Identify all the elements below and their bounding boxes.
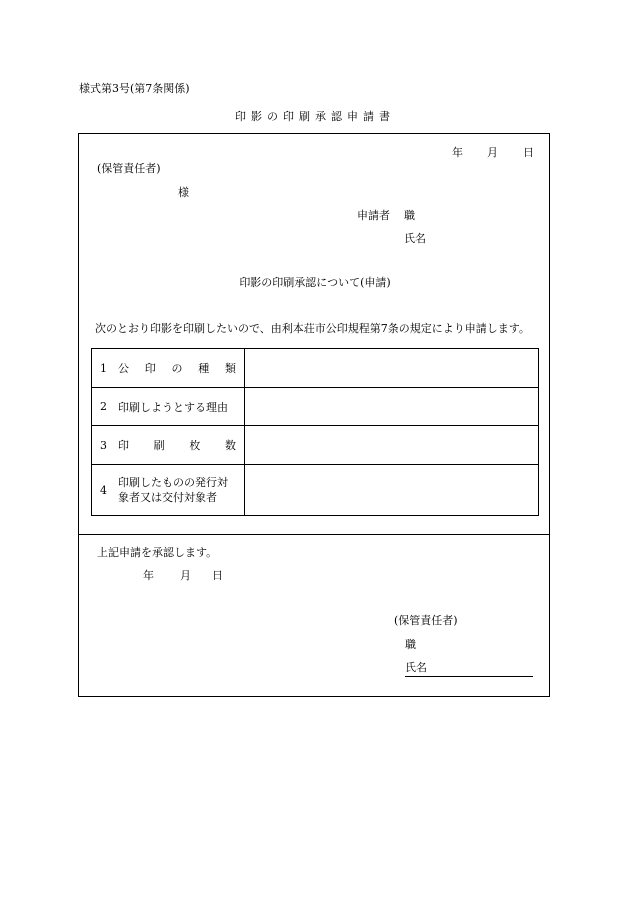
- form-number-label: 様式第3号(第7条関係): [79, 82, 190, 95]
- table-row: [92, 388, 539, 426]
- item-number: 1: [100, 361, 107, 375]
- item-label-cell: [92, 426, 245, 465]
- item-label-cell: [92, 465, 245, 516]
- item-number: 4: [100, 483, 107, 497]
- table-row: [92, 465, 539, 516]
- addressee-role: (保管責任者): [97, 162, 161, 175]
- approval-text: 上記申請を承認します。: [97, 546, 218, 559]
- approval-date-year: 年: [143, 569, 154, 582]
- item-value-field[interactable]: [245, 426, 539, 465]
- item-label-cell: [92, 349, 245, 388]
- item-value-field[interactable]: [245, 388, 539, 426]
- header-date-year: 年: [452, 146, 463, 159]
- body-text: 次のとおり印影を印刷したいので、由利本荘市公印規程第7条の規定により申請します。: [95, 322, 530, 335]
- form-title: 印影の印刷承認申請書: [235, 110, 395, 123]
- item-label: 印刷したものの発行対象者又は交付対象者: [118, 476, 228, 504]
- approver-role: (保管責任者): [394, 614, 458, 627]
- header-date-day: 日: [523, 146, 534, 159]
- item-number: 2: [100, 400, 107, 413]
- subject-line: 印影の印刷承認について(申請): [239, 276, 391, 289]
- approval-date-day: 日: [212, 569, 223, 582]
- section-divider: [78, 534, 550, 535]
- item-label: 公 印 の 種 類: [118, 362, 236, 375]
- item-label: 印刷しようとする理由: [118, 400, 228, 414]
- item-label-cell: [92, 388, 245, 426]
- header-date-month: 月: [487, 146, 498, 159]
- approver-name-line: 氏名: [405, 659, 533, 677]
- item-value-field[interactable]: [245, 465, 539, 516]
- addressee-honorific: 様: [178, 186, 189, 199]
- table-row: [92, 426, 539, 465]
- items-table: [91, 348, 539, 516]
- table-row: [92, 349, 539, 388]
- applicant-label: 申請者: [357, 209, 390, 222]
- applicant-post-label: 職: [404, 209, 415, 222]
- item-value-field[interactable]: [245, 349, 539, 388]
- item-number: 3: [100, 438, 107, 452]
- applicant-name-label: 氏名: [404, 232, 426, 245]
- approval-date-month: 月: [180, 569, 191, 582]
- item-label: 印 刷 枚 数: [118, 439, 236, 452]
- approver-post-label: 職: [405, 638, 416, 651]
